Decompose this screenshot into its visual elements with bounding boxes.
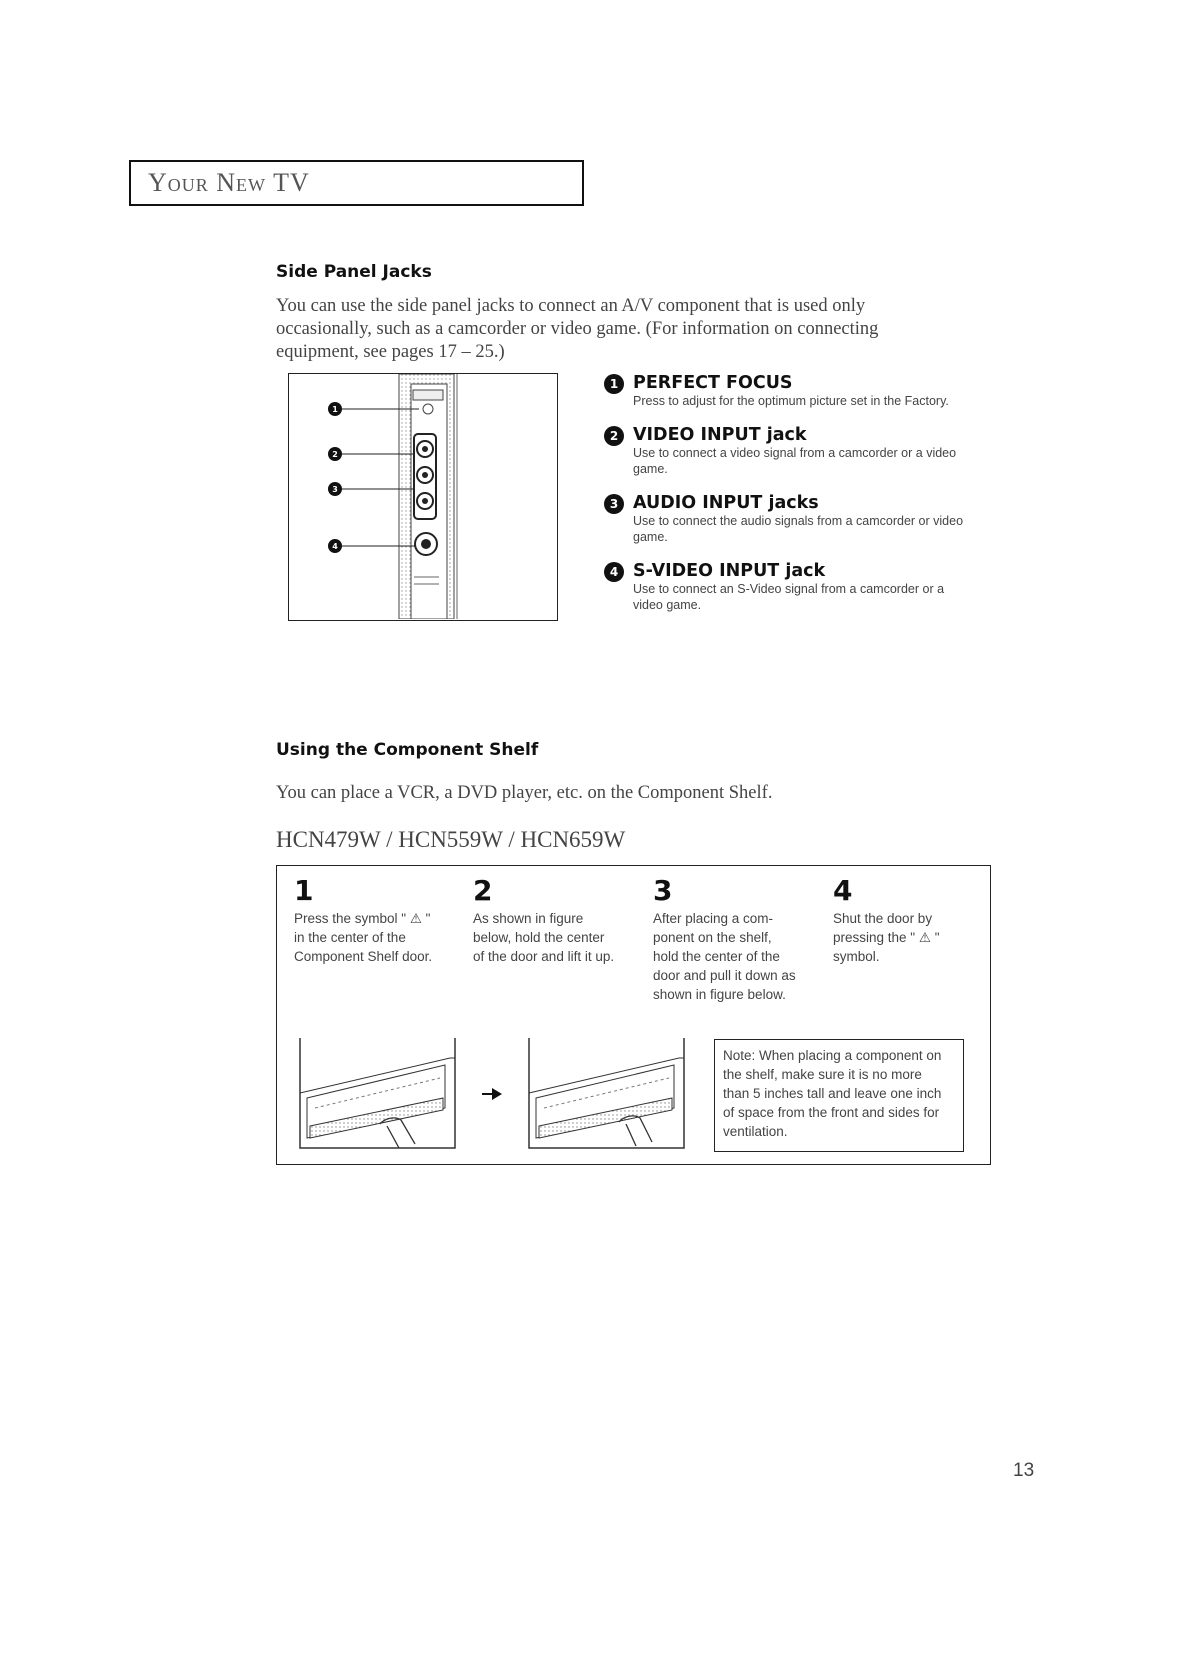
step-text: [833, 909, 983, 966]
svg-text:4: 4: [332, 542, 338, 551]
side-panel-intro: [276, 295, 956, 364]
callout-desc-line: Use to connect an S-Video signal from a camcorder or a: [633, 582, 945, 596]
step-line: pressing the " ⚠ ": [833, 930, 940, 945]
step-number: 2: [473, 874, 493, 907]
step-number: 3: [653, 874, 673, 907]
svg-text:1: 1: [332, 405, 338, 414]
section-title: Your New TV: [148, 168, 310, 197]
svg-text:3: 3: [332, 485, 338, 494]
callout-number: 2: [604, 426, 624, 446]
step-line: Press the symbol " ⚠ ": [294, 911, 431, 926]
step-2: [473, 874, 643, 966]
step-line: ponent on the shelf,: [653, 930, 772, 945]
callout-title: PERFECT FOCUS: [633, 373, 793, 393]
step-line: below, hold the center: [473, 930, 605, 945]
step-text: [653, 909, 823, 1004]
intro-line: occasionally, such as a camcorder or video game. (For information on connecting: [276, 319, 879, 339]
step-line: Shut the door by: [833, 911, 933, 926]
step-3: [653, 874, 823, 1004]
step-text: [473, 909, 643, 966]
callout-title: S-VIDEO INPUT jack: [633, 561, 826, 581]
figure-marker-4: [328, 539, 342, 553]
side-panel-heading: Side Panel Jacks: [276, 262, 432, 282]
callout-title: AUDIO INPUT jacks: [633, 493, 819, 513]
callout-desc-line: video game.: [633, 598, 702, 612]
step-line: symbol.: [833, 949, 880, 964]
callout-desc-line: Use to connect the audio signals from a camcorder or video: [633, 514, 964, 528]
figure-marker-2: [328, 447, 342, 461]
callout-desc: [633, 445, 1018, 477]
note-line: the shelf, make sure it is no more: [723, 1067, 922, 1082]
step-line: As shown in figure: [473, 911, 584, 926]
callout-desc: [633, 581, 1018, 613]
note-line: ventilation.: [723, 1124, 788, 1139]
callout-desc-line: Use to connect a video signal from a camcorder or a video: [633, 446, 957, 460]
callout-desc: [633, 393, 1018, 409]
figure-marker-1: [328, 402, 342, 416]
step-number: 1: [294, 874, 314, 907]
callout-desc-line: game.: [633, 530, 668, 544]
right-arrow-icon: [482, 1086, 504, 1102]
step-line: shown in figure below.: [653, 987, 786, 1002]
step-line: Component Shelf door.: [294, 949, 433, 964]
intro-line: equipment, see pages 17 – 25.): [276, 342, 505, 362]
callout-video-input: [604, 425, 1018, 477]
intro-line: You can use the side panel jacks to connect an A/V component that is used only: [276, 296, 866, 316]
step-line: After placing a com-: [653, 911, 774, 926]
note-line: than 5 inches tall and leave one inch: [723, 1086, 942, 1101]
page-number: 13: [1013, 1460, 1035, 1481]
note-box: [714, 1039, 964, 1152]
component-shelf-heading: Using the Component Shelf: [276, 740, 539, 760]
step-1: [294, 874, 464, 966]
component-shelf-intro: You can place a VCR, a DVD player, etc. on the Component Shelf.: [276, 783, 773, 803]
step-4: [833, 874, 983, 966]
callout-desc-line: game.: [633, 462, 668, 476]
side-panel-illustration: [289, 374, 556, 619]
callout-number: 4: [604, 562, 624, 582]
component-shelf-panel: [276, 865, 991, 1165]
callout-s-video-input: [604, 561, 1018, 613]
step-line: hold the center of the: [653, 949, 780, 964]
callout-perfect-focus: [604, 373, 1018, 409]
step-line: of the door and lift it up.: [473, 949, 615, 964]
step-number: 4: [833, 874, 853, 907]
step-line: door and pull it down as: [653, 968, 796, 983]
callout-number: 3: [604, 494, 624, 514]
callout-number: 1: [604, 374, 624, 394]
side-panel-figure: [288, 373, 558, 621]
note-line: Note: When placing a component on: [723, 1048, 942, 1063]
model-numbers: HCN479W / HCN559W / HCN659W: [276, 827, 626, 852]
svg-text:2: 2: [332, 450, 338, 459]
step-line: in the center of the: [294, 930, 406, 945]
callout-desc: [633, 513, 1018, 545]
callout-title: VIDEO INPUT jack: [633, 425, 807, 445]
shelf-door-lift-illustration: [295, 1038, 460, 1153]
note-line: of space from the front and sides for: [723, 1105, 940, 1120]
shelf-door-close-illustration: [524, 1038, 689, 1153]
step-text: [294, 909, 464, 966]
callout-desc-line: Press to adjust for the optimum picture set in the Factory.: [633, 394, 949, 408]
callout-audio-input: [604, 493, 1018, 545]
figure-marker-3: [328, 482, 342, 496]
